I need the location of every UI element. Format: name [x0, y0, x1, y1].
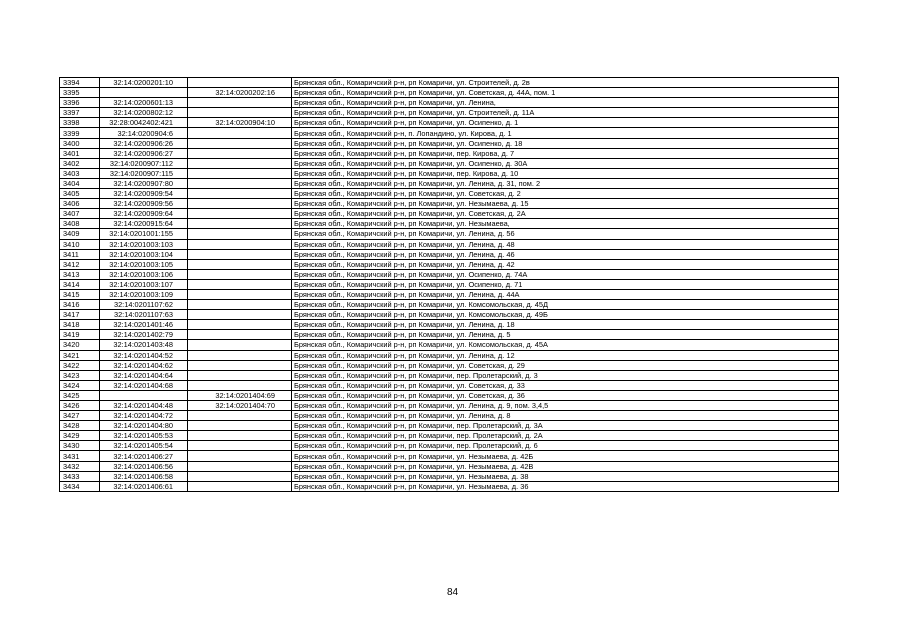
cadastral-number-cell: 32:14:0200907:115 — [100, 168, 188, 178]
address-cell: Брянская обл., Комаричский р-н, рп Комаричи, пер. Кирова, д. 7 — [292, 148, 839, 158]
cadastral-number-cell: 32:14:0201003:109 — [100, 289, 188, 299]
previous-cadastral-number-cell — [188, 340, 292, 350]
row-number-cell: 3434 — [60, 481, 100, 491]
previous-cadastral-number-cell — [188, 370, 292, 380]
previous-cadastral-number-cell — [188, 411, 292, 421]
address-cell: Брянская обл., Комаричский р-н, рп Комаричи, пер. Пролетарский, д. 3 — [292, 370, 839, 380]
row-number-cell: 3415 — [60, 289, 100, 299]
table-row — [60, 108, 839, 118]
cadastral-number-cell: 32:14:0201402:79 — [100, 330, 188, 340]
cadastral-number-cell: 32:14:0200907:112 — [100, 158, 188, 168]
table-row — [60, 209, 839, 219]
cadastral-number-cell: 32:14:0200907:80 — [100, 178, 188, 188]
table-row — [60, 239, 839, 249]
table-row — [60, 340, 839, 350]
cadastral-number-cell — [100, 88, 188, 98]
row-number-cell: 3421 — [60, 350, 100, 360]
row-number-cell: 3406 — [60, 199, 100, 209]
address-cell: Брянская обл., Комаричский р-н, рп Комаричи, ул. Незымаева, д. 42Б — [292, 451, 839, 461]
previous-cadastral-number-cell: 32:14:0200202:16 — [188, 88, 292, 98]
address-cell: Брянская обл., Комаричский р-н, рп Комаричи, ул. Строителей, д. 2в — [292, 78, 839, 88]
previous-cadastral-number-cell — [188, 269, 292, 279]
address-cell: Брянская обл., Комаричский р-н, рп Комаричи, ул. Советская, д. 44А, пом. 1 — [292, 88, 839, 98]
cadastral-number-cell: 32:14:0201406:58 — [100, 471, 188, 481]
row-number-cell: 3428 — [60, 421, 100, 431]
previous-cadastral-number-cell — [188, 98, 292, 108]
cadastral-number-cell: 32:14:0201404:80 — [100, 421, 188, 431]
row-number-cell: 3398 — [60, 118, 100, 128]
table-row — [60, 471, 839, 481]
row-number-cell: 3400 — [60, 138, 100, 148]
address-cell: Брянская обл., Комаричский р-н, рп Комаричи, пер. Кирова, д. 10 — [292, 168, 839, 178]
previous-cadastral-number-cell — [188, 158, 292, 168]
address-cell: Брянская обл., Комаричский р-н, рп Комаричи, ул. Ленина, д. 44А — [292, 289, 839, 299]
previous-cadastral-number-cell — [188, 78, 292, 88]
row-number-cell: 3414 — [60, 279, 100, 289]
previous-cadastral-number-cell — [188, 360, 292, 370]
address-cell: Брянская обл., Комаричский р-н, рп Комаричи, ул. Незымаева, д. 36 — [292, 481, 839, 491]
address-cell: Брянская обл., Комаричский р-н, рп Комаричи, пер. Пролетарский, д. 6 — [292, 441, 839, 451]
row-number-cell: 3409 — [60, 229, 100, 239]
previous-cadastral-number-cell — [188, 380, 292, 390]
table-row — [60, 451, 839, 461]
cadastral-number-cell: 32:14:0200909:64 — [100, 209, 188, 219]
address-cell: Брянская обл., Комаричский р-н, рп Комаричи, ул. Незымаева, д. 42В — [292, 461, 839, 471]
row-number-cell: 3405 — [60, 189, 100, 199]
address-cell: Брянская обл., Комаричский р-н, рп Комаричи, ул. Комсомольская, д. 45Д — [292, 300, 839, 310]
cadastral-number-cell: 32:14:0201107:63 — [100, 310, 188, 320]
address-cell: Брянская обл., Комаричский р-н, рп Комаричи, ул. Осипенко, д. 1 — [292, 118, 839, 128]
table-row — [60, 279, 839, 289]
cadastral-number-cell: 32:14:0201003:104 — [100, 249, 188, 259]
address-cell: Брянская обл., Комаричский р-н, рп Комаричи, ул. Советская, д. 36 — [292, 390, 839, 400]
previous-cadastral-number-cell — [188, 431, 292, 441]
row-number-cell: 3422 — [60, 360, 100, 370]
table-row — [60, 118, 839, 128]
cadastral-number-cell: 32:14:0200909:56 — [100, 199, 188, 209]
previous-cadastral-number-cell: 32:14:0200904:10 — [188, 118, 292, 128]
table-row — [60, 249, 839, 259]
address-cell: Брянская обл., Комаричский р-н, рп Комаричи, пер. Пролетарский, д. 3А — [292, 421, 839, 431]
cadastral-number-cell: 32:14:0201406:56 — [100, 461, 188, 471]
previous-cadastral-number-cell — [188, 421, 292, 431]
previous-cadastral-number-cell — [188, 471, 292, 481]
cadastral-number-cell: 32:14:0201003:103 — [100, 239, 188, 249]
address-cell: Брянская обл., Комаричский р-н, рп Комаричи, ул. Ленина, д. 12 — [292, 350, 839, 360]
cadastral-number-cell: 32:14:0201404:68 — [100, 380, 188, 390]
address-cell: Брянская обл., Комаричский р-н, рп Комаричи, ул. Ленина, д. 46 — [292, 249, 839, 259]
row-number-cell: 3402 — [60, 158, 100, 168]
row-number-cell: 3401 — [60, 148, 100, 158]
table-row — [60, 360, 839, 370]
cadastral-number-cell: 32:14:0200904:6 — [100, 128, 188, 138]
row-number-cell: 3418 — [60, 320, 100, 330]
cadastral-number-cell: 32:14:0201003:106 — [100, 269, 188, 279]
row-number-cell: 3399 — [60, 128, 100, 138]
cadastral-number-cell: 32:14:0201003:107 — [100, 279, 188, 289]
table-row — [60, 189, 839, 199]
table-row — [60, 370, 839, 380]
previous-cadastral-number-cell — [188, 481, 292, 491]
previous-cadastral-number-cell — [188, 209, 292, 219]
address-cell: Брянская обл., Комаричский р-н, рп Комаричи, ул. Ленина, д. 42 — [292, 259, 839, 269]
row-number-cell: 3426 — [60, 401, 100, 411]
cadastral-number-cell: 32:14:0201003:105 — [100, 259, 188, 269]
previous-cadastral-number-cell — [188, 219, 292, 229]
cadastral-number-cell: 32:14:0201406:61 — [100, 481, 188, 491]
row-number-cell: 3423 — [60, 370, 100, 380]
previous-cadastral-number-cell — [188, 199, 292, 209]
address-cell: Брянская обл., Комаричский р-н, рп Комаричи, ул. Комсомольская, д. 49Б — [292, 310, 839, 320]
previous-cadastral-number-cell — [188, 168, 292, 178]
row-number-cell: 3429 — [60, 431, 100, 441]
table-row — [60, 481, 839, 491]
row-number-cell: 3407 — [60, 209, 100, 219]
row-number-cell: 3403 — [60, 168, 100, 178]
table-row — [60, 178, 839, 188]
table-row — [60, 300, 839, 310]
address-cell: Брянская обл., Комаричский р-н, рп Комаричи, ул. Комсомольская, д. 45А — [292, 340, 839, 350]
row-number-cell: 3417 — [60, 310, 100, 320]
cadastral-number-cell: 32:14:0200906:27 — [100, 148, 188, 158]
row-number-cell: 3420 — [60, 340, 100, 350]
table-row — [60, 461, 839, 471]
cadastral-number-cell: 32:28:0042402:421 — [100, 118, 188, 128]
address-cell: Брянская обл., Комаричский р-н, рп Комаричи, ул. Ленина, д. 18 — [292, 320, 839, 330]
table-row — [60, 330, 839, 340]
previous-cadastral-number-cell — [188, 148, 292, 158]
previous-cadastral-number-cell — [188, 350, 292, 360]
table-row — [60, 441, 839, 451]
previous-cadastral-number-cell — [188, 451, 292, 461]
cadastral-number-cell: 32:14:0201406:27 — [100, 451, 188, 461]
address-cell: Брянская обл., Комаричский р-н, рп Комаричи, ул. Незымаева, — [292, 219, 839, 229]
previous-cadastral-number-cell — [188, 189, 292, 199]
row-number-cell: 3408 — [60, 219, 100, 229]
previous-cadastral-number-cell: 32:14:0201404:70 — [188, 401, 292, 411]
address-cell: Брянская обл., Комаричский р-н, п. Лопандино, ул. Кирова, д. 1 — [292, 128, 839, 138]
address-cell: Брянская обл., Комаричский р-н, рп Комаричи, ул. Ленина, д. 8 — [292, 411, 839, 421]
table-row — [60, 229, 839, 239]
address-cell: Брянская обл., Комаричский р-н, рп Комаричи, ул. Советская, д. 33 — [292, 380, 839, 390]
previous-cadastral-number-cell — [188, 108, 292, 118]
address-cell: Брянская обл., Комаричский р-н, рп Комаричи, ул. Советская, д. 2А — [292, 209, 839, 219]
cadastral-number-cell: 32:14:0201107:62 — [100, 300, 188, 310]
row-number-cell: 3416 — [60, 300, 100, 310]
previous-cadastral-number-cell — [188, 138, 292, 148]
previous-cadastral-number-cell — [188, 178, 292, 188]
address-cell: Брянская обл., Комаричский р-н, рп Комаричи, ул. Ленина, д. 56 — [292, 229, 839, 239]
table-row — [60, 138, 839, 148]
row-number-cell: 3419 — [60, 330, 100, 340]
address-cell: Брянская обл., Комаричский р-н, рп Комаричи, ул. Советская, д. 2 — [292, 189, 839, 199]
table-row — [60, 269, 839, 279]
table-row — [60, 421, 839, 431]
table-row — [60, 390, 839, 400]
row-number-cell: 3394 — [60, 78, 100, 88]
address-cell: Брянская обл., Комаричский р-н, рп Комаричи, ул. Советская, д. 29 — [292, 360, 839, 370]
row-number-cell: 3425 — [60, 390, 100, 400]
table-row — [60, 148, 839, 158]
previous-cadastral-number-cell — [188, 239, 292, 249]
cadastral-number-cell: 32:14:0200906:26 — [100, 138, 188, 148]
table-row — [60, 98, 839, 108]
table-row — [60, 431, 839, 441]
cadastral-number-cell: 32:14:0201405:53 — [100, 431, 188, 441]
address-cell: Брянская обл., Комаричский р-н, рп Комаричи, ул. Осипенко, д. 74А — [292, 269, 839, 279]
cadastral-number-cell: 32:14:0201404:72 — [100, 411, 188, 421]
cadastral-number-cell: 32:14:0201404:48 — [100, 401, 188, 411]
table-row — [60, 158, 839, 168]
table-row — [60, 350, 839, 360]
table-row — [60, 310, 839, 320]
address-cell: Брянская обл., Комаричский р-н, рп Комаричи, ул. Ленина, — [292, 98, 839, 108]
table-row — [60, 128, 839, 138]
table-row — [60, 320, 839, 330]
page-number: 84 — [446, 587, 459, 598]
previous-cadastral-number-cell — [188, 300, 292, 310]
row-number-cell: 3413 — [60, 269, 100, 279]
row-number-cell: 3396 — [60, 98, 100, 108]
address-cell: Брянская обл., Комаричский р-н, рп Комаричи, ул. Незымаева, д. 38 — [292, 471, 839, 481]
address-cell: Брянская обл., Комаричский р-н, рп Комаричи, ул. Осипенко, д. 30А — [292, 158, 839, 168]
table-row — [60, 380, 839, 390]
cadastral-number-cell: 32:14:0200601:13 — [100, 98, 188, 108]
previous-cadastral-number-cell — [188, 259, 292, 269]
address-cell: Брянская обл., Комаричский р-н, рп Комаричи, ул. Ленина, д. 48 — [292, 239, 839, 249]
previous-cadastral-number-cell — [188, 441, 292, 451]
table-row — [60, 168, 839, 178]
table-row — [60, 401, 839, 411]
cadastral-number-cell: 32:14:0201401:46 — [100, 320, 188, 330]
row-number-cell: 3427 — [60, 411, 100, 421]
row-number-cell: 3424 — [60, 380, 100, 390]
table-row — [60, 88, 839, 98]
cadastral-number-cell: 32:14:0201404:62 — [100, 360, 188, 370]
row-number-cell: 3412 — [60, 259, 100, 269]
cadastral-number-cell: 32:14:0200909:54 — [100, 189, 188, 199]
table-row — [60, 199, 839, 209]
cadastral-number-cell: 32:14:0201403:48 — [100, 340, 188, 350]
table-row — [60, 219, 839, 229]
address-cell: Брянская обл., Комаричский р-н, рп Комаричи, ул. Ленина, д. 9, пом. 3,4,5 — [292, 401, 839, 411]
previous-cadastral-number-cell — [188, 279, 292, 289]
previous-cadastral-number-cell — [188, 330, 292, 340]
previous-cadastral-number-cell: 32:14:0201404:69 — [188, 390, 292, 400]
cadastral-number-cell: 32:14:0201405:54 — [100, 441, 188, 451]
cadastral-number-cell — [100, 390, 188, 400]
row-number-cell: 3431 — [60, 451, 100, 461]
register-table-body — [60, 78, 839, 492]
row-number-cell: 3404 — [60, 178, 100, 188]
cadastral-number-cell: 32:14:0200915:64 — [100, 219, 188, 229]
cadastral-number-cell: 32:14:0201404:52 — [100, 350, 188, 360]
previous-cadastral-number-cell — [188, 128, 292, 138]
cadastral-number-cell: 32:14:0200802:12 — [100, 108, 188, 118]
address-cell: Брянская обл., Комаричский р-н, рп Комаричи, ул. Осипенко, д. 71 — [292, 279, 839, 289]
cadastral-number-cell: 32:14:0200201:10 — [100, 78, 188, 88]
row-number-cell: 3410 — [60, 239, 100, 249]
property-register-table — [59, 77, 839, 492]
previous-cadastral-number-cell — [188, 310, 292, 320]
address-cell: Брянская обл., Комаричский р-н, рп Комаричи, ул. Строителей, д. 11А — [292, 108, 839, 118]
address-cell: Брянская обл., Комаричский р-н, рп Комаричи, ул. Ленина, д. 31, пом. 2 — [292, 178, 839, 188]
table-row — [60, 259, 839, 269]
row-number-cell: 3432 — [60, 461, 100, 471]
table-row — [60, 411, 839, 421]
address-cell: Брянская обл., Комаричский р-н, рп Комаричи, ул. Осипенко, д. 18 — [292, 138, 839, 148]
previous-cadastral-number-cell — [188, 229, 292, 239]
cadastral-number-cell: 32:14:0201404:64 — [100, 370, 188, 380]
row-number-cell: 3395 — [60, 88, 100, 98]
row-number-cell: 3430 — [60, 441, 100, 451]
cadastral-number-cell: 32:14:0201001:155 — [100, 229, 188, 239]
previous-cadastral-number-cell — [188, 461, 292, 471]
previous-cadastral-number-cell — [188, 249, 292, 259]
table-row — [60, 289, 839, 299]
row-number-cell: 3411 — [60, 249, 100, 259]
address-cell: Брянская обл., Комаричский р-н, рп Комаричи, пер. Пролетарский, д. 2А — [292, 431, 839, 441]
previous-cadastral-number-cell — [188, 289, 292, 299]
address-cell: Брянская обл., Комаричский р-н, рп Комаричи, ул. Ленина, д. 5 — [292, 330, 839, 340]
table-row — [60, 78, 839, 88]
row-number-cell: 3433 — [60, 471, 100, 481]
previous-cadastral-number-cell — [188, 320, 292, 330]
row-number-cell: 3397 — [60, 108, 100, 118]
address-cell: Брянская обл., Комаричский р-н, рп Комаричи, ул. Незымаева, д. 15 — [292, 199, 839, 209]
